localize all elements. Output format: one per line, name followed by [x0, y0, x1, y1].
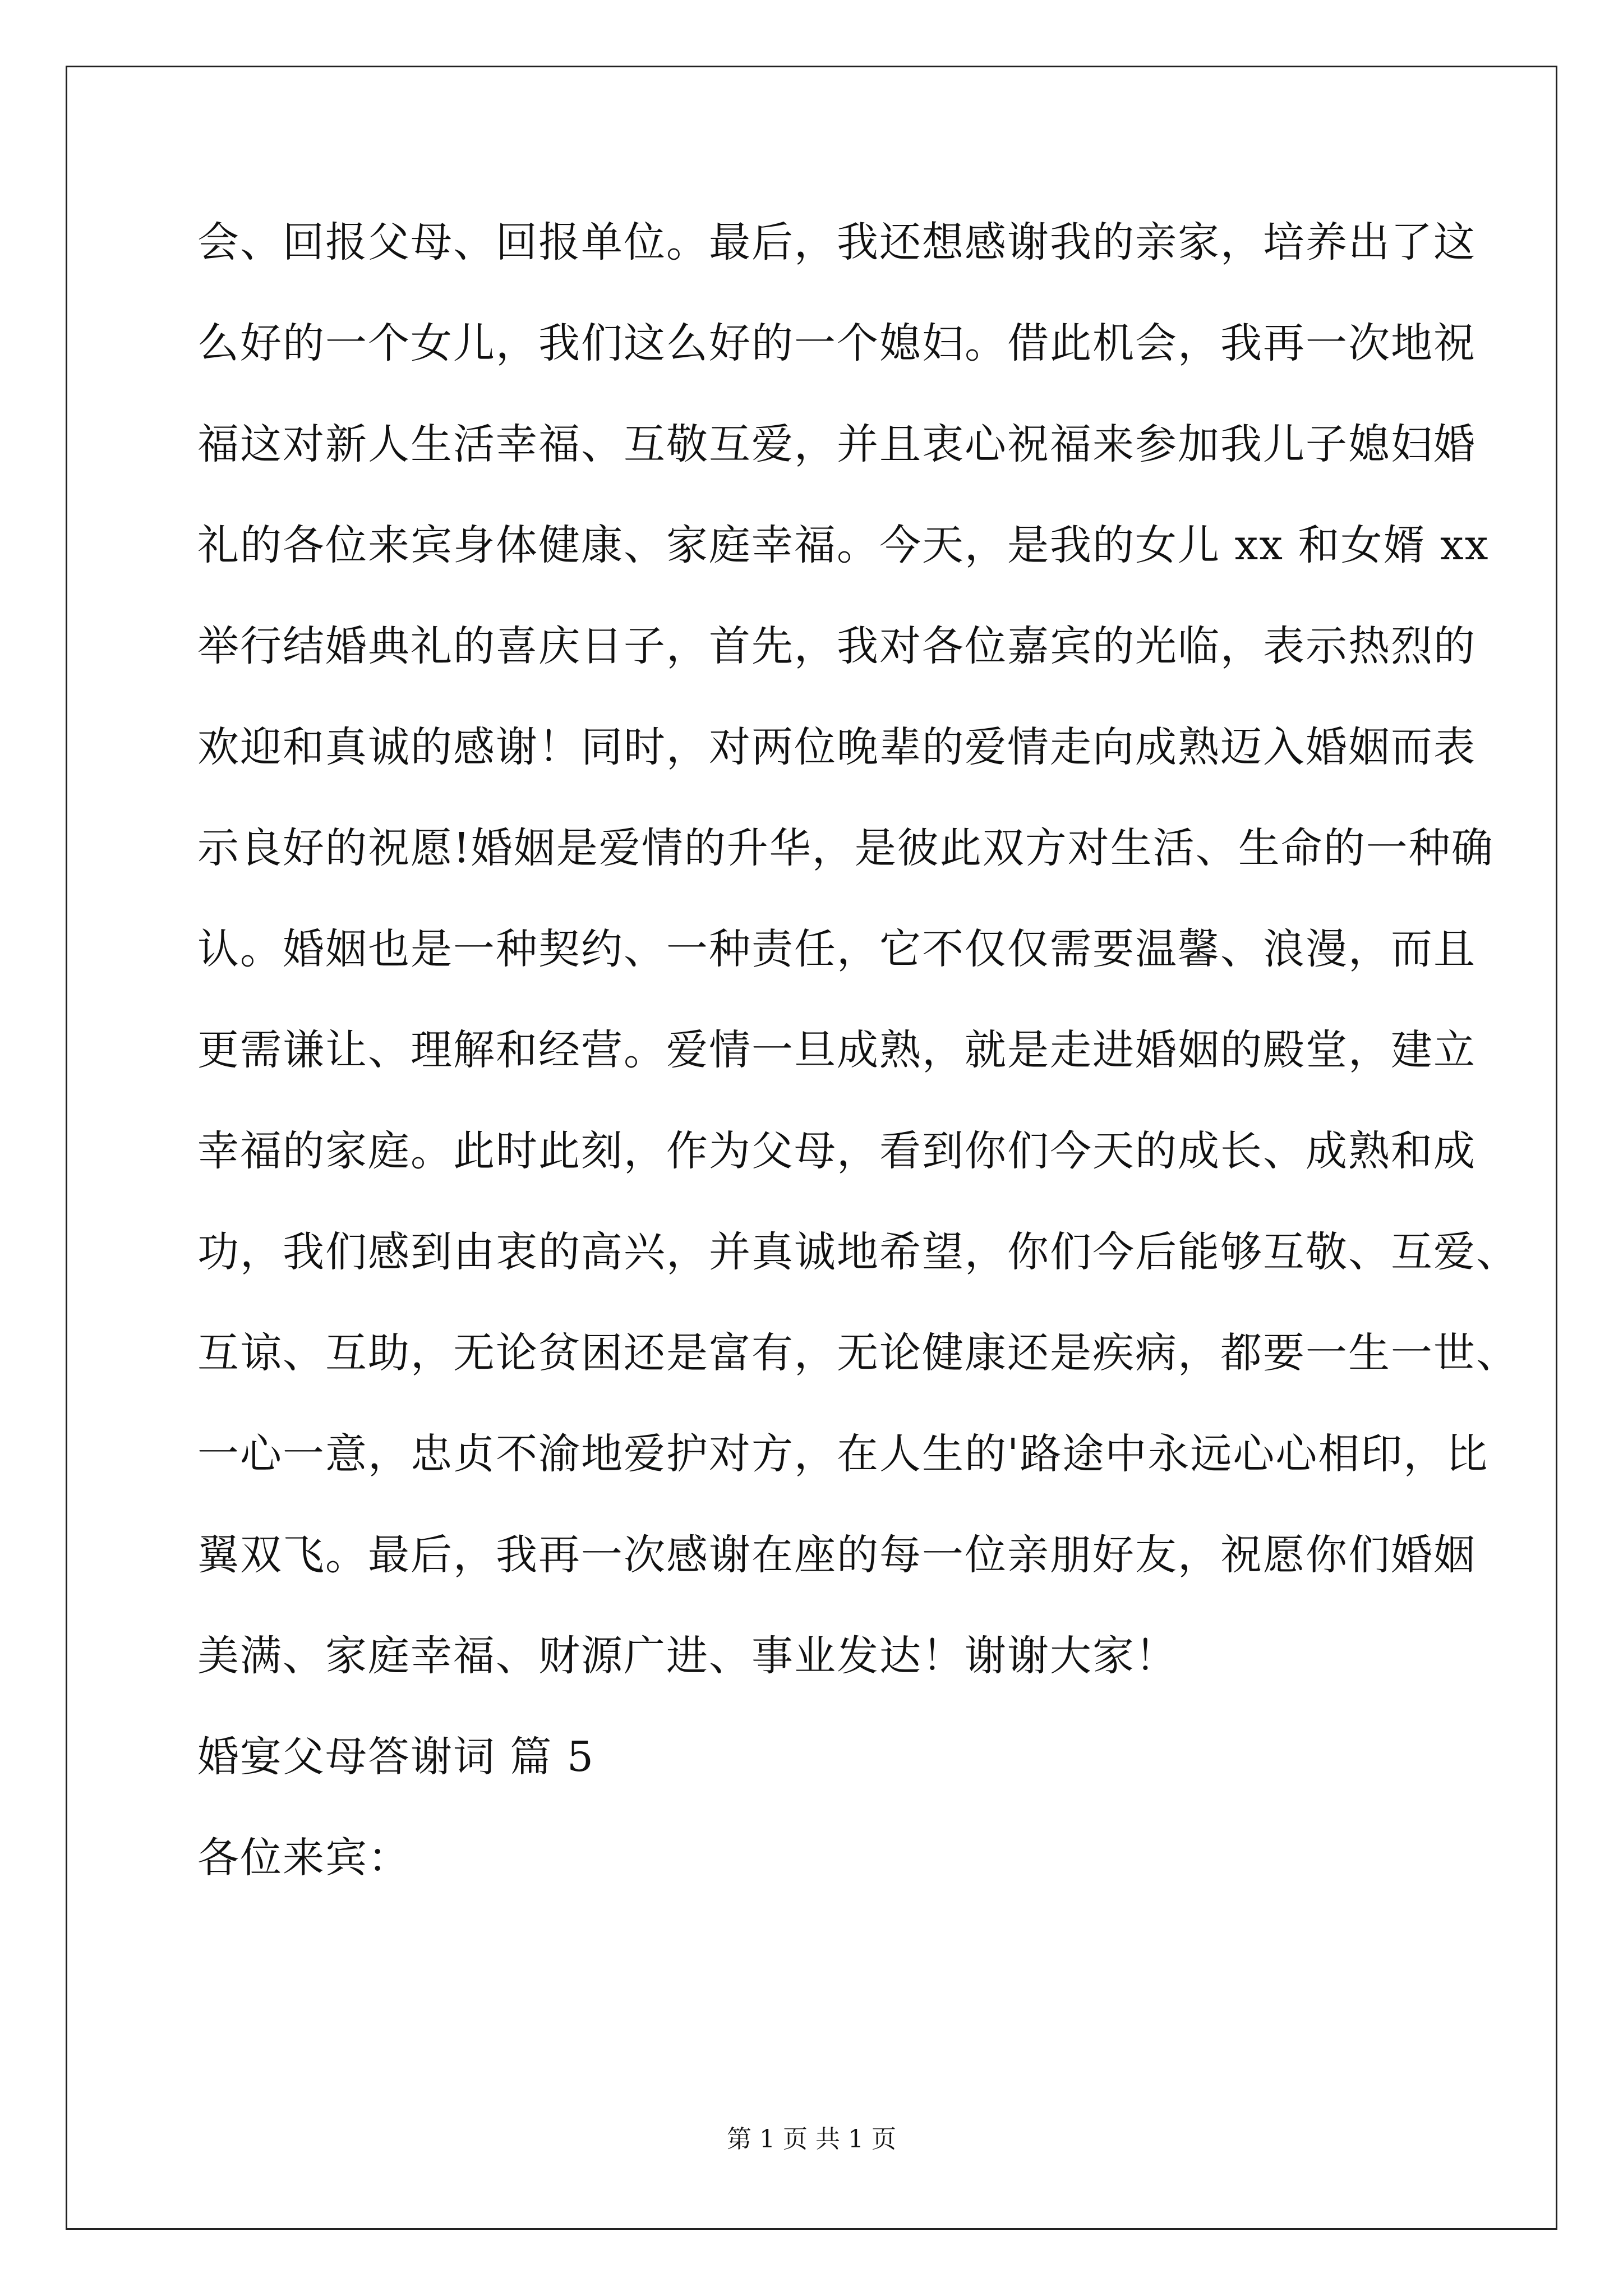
- text-line: 一心一意，忠贞不渝地爱护对方，在人生的'路途中永远心心相印，比: [197, 1430, 1489, 1478]
- text-line: 幸福的家庭。此时此刻，作为父母，看到你们今天的成长、成熟和成: [197, 1127, 1476, 1175]
- page-number-footer: 第 1 页 共 1 页: [727, 2125, 896, 2154]
- text-line: 会、回报父母、回报单位。最后，我还想感谢我的亲家，培养出了这: [197, 218, 1476, 266]
- text-line: 欢迎和真诚的感谢！同时，对两位晚辈的爱情走向成熟迈入婚姻而表: [197, 723, 1476, 771]
- text-line: 互谅、互助，无论贫困还是富有，无论健康还是疾病，都要一生一世、: [197, 1329, 1519, 1377]
- text-line: 礼的各位来宾身体健康、家庭幸福。今天，是我的女儿 xx 和女婿 xx: [197, 521, 1490, 569]
- text-line: 功，我们感到由衷的高兴，并真诚地希望，你们今后能够互敬、互爱、: [197, 1228, 1519, 1276]
- text-line: 认。婚姻也是一种契约、一种责任，它不仅仅需要温馨、浪漫，而且: [197, 925, 1476, 973]
- salutation: 各位来宾：: [197, 1834, 411, 1882]
- text-line: 福这对新人生活幸福、互敬互爱，并且衷心祝福来参加我儿子媳妇婚: [197, 420, 1476, 468]
- section-heading: 婚宴父母答谢词 篇 5: [197, 1733, 595, 1781]
- text-line: 翼双飞。最后，我再一次感谢在座的每一位亲朋好友，祝愿你们婚姻: [197, 1531, 1476, 1579]
- text-line: 么好的一个女儿，我们这么好的一个媳妇。借此机会，我再一次地祝: [197, 319, 1476, 367]
- text-line: 美满、家庭幸福、财源广进、事业发达！谢谢大家！: [197, 1632, 1178, 1680]
- text-line: 举行结婚典礼的喜庆日子，首先，我对各位嘉宾的光临，表示热烈的: [197, 622, 1476, 670]
- text-line: 更需谦让、理解和经营。爱情一旦成熟，就是走进婚姻的殿堂，建立: [197, 1026, 1476, 1074]
- text-line: 示良好的祝愿!婚姻是爱情的升华，是彼此双方对生活、生命的一种确: [197, 824, 1494, 872]
